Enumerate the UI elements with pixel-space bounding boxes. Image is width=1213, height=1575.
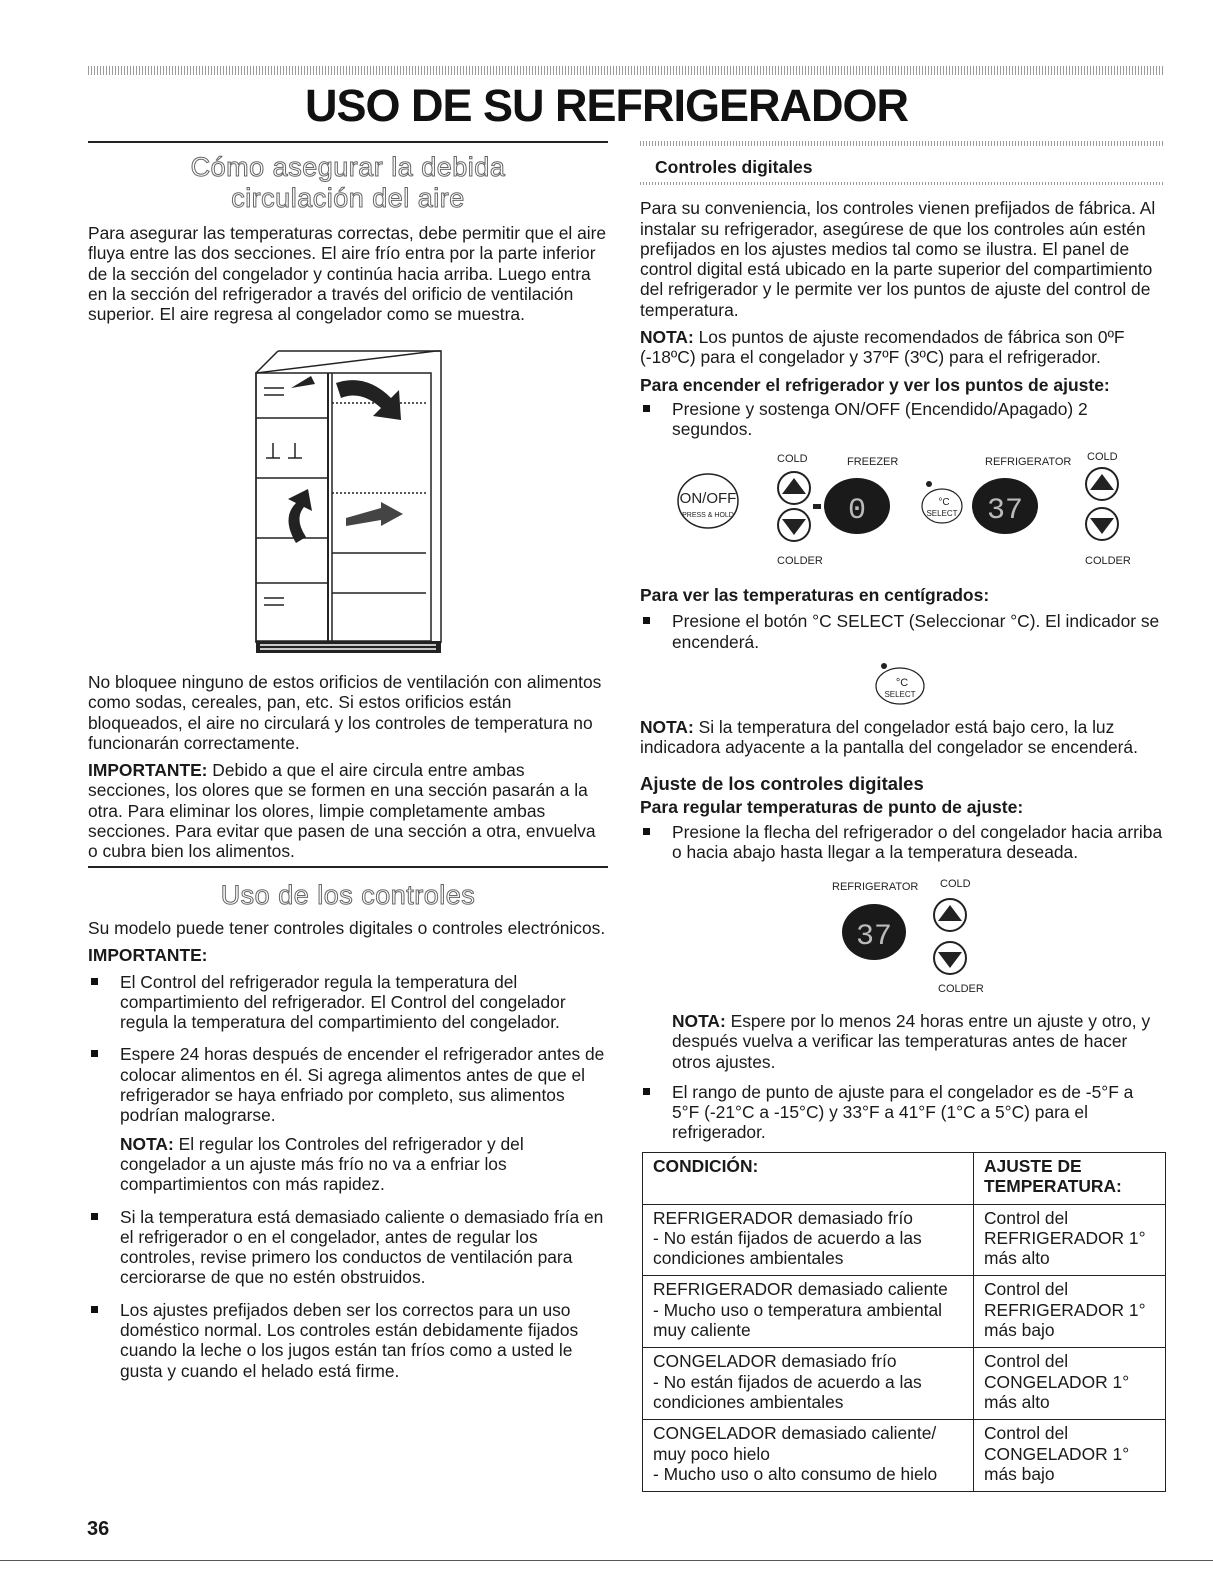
controls-important-label: IMPORTANTE: xyxy=(88,945,208,966)
air-circulation-paragraph: Para asegurar las temperaturas correctas, debe permitir que el aire fluya entre las dos secciones. El aire frío entra por la parte inferior de la sección del congelador y continúa hacia arriba. Luego entra en la sección del refrigerador a través del orificio de ventilación superior. El aire regresa al congelador como se muestra. xyxy=(88,223,607,325)
odor-important-paragraph xyxy=(88,760,608,861)
section-heading-air-circulation: Cómo asegurar la debida circulación del aire xyxy=(190,152,506,213)
right-column xyxy=(640,157,1165,452)
important-label: IMPORTANTE: xyxy=(88,760,208,781)
control-panel-diagram xyxy=(672,446,1132,571)
controls-note: NOTA: El regular los Controles del refrigerador y del congelador a un ajuste más frío no va a enfriar los compartimientos con más rapidez. xyxy=(120,1133,524,1195)
factory-note: NOTA: Los puntos de ajuste recomendados de fábrica son 0ºF (-18ºC) para el congelador y 37ºF (3ºC) para el refrigerador. xyxy=(640,327,1125,368)
table-row: REFRIGERADOR demasiado frío - No están fijados de acuerdo a las condiciones ambientales Control del REFRIGERADOR 1° más alto xyxy=(643,1204,1166,1276)
adjust-list xyxy=(640,822,1165,863)
adjust-heading: Ajuste de los controles digitales xyxy=(640,772,924,794)
svg-text:COLDER: COLDER xyxy=(938,983,984,995)
list-item: Si la temperatura está demasiado caliente o demasiado fría en el refrigerador o en el congelador, antes de regular los controles, revise primero los conductos de ventilación para cerciorarse de que no estén obstruidos. xyxy=(88,1207,608,1288)
list-item: Presione la flecha del refrigerador o del congelador hacia arriba o hacia abajo hasta llegar a la temperatura deseada. xyxy=(640,822,1165,863)
freezer-label: FREEZER xyxy=(847,456,899,468)
freezer-indicator-note: NOTA: Si la temperatura del congelador está bajo cero, la luz indicadora adyacente a la pantalla del congelador se encenderá. xyxy=(640,717,1138,758)
turn-on-list xyxy=(640,399,1165,440)
turn-on-subheading: Para encender el refrigerador y ver los puntos de ajuste: xyxy=(640,374,1110,395)
table-header-adjust: AJUSTE DE TEMPERATURA: xyxy=(974,1153,1166,1205)
digital-controls-paragraph: Para su conveniencia, los controles vienen prefijados de fábrica. Al instalar su refrigerador, asegúrese de que los controles aún estén prefijados en los ajustes medios tal como se ilustra. El panel de control digital está ubicado en la parte superior del compartimiento del refrigerador y le permite ver los puntos de ajuste del control de temperatura. xyxy=(640,198,1156,320)
right-top-hatch xyxy=(640,141,1165,146)
controls-intro-paragraph: Su modelo puede tener controles digitales o controles electrónicos. xyxy=(88,918,606,938)
cold-label: COLD xyxy=(1087,451,1118,463)
colder-label: COLDER xyxy=(1085,555,1131,567)
table-row: CONGELADOR demasiado frío - No están fijados de acuerdo a las condiciones ambientales Control del CONGELADOR 1° más alto xyxy=(643,1348,1166,1420)
svg-text:SELECT: SELECT xyxy=(884,690,916,699)
svg-text:°C: °C xyxy=(938,497,950,508)
table-row: REFRIGERADOR demasiado caliente - Mucho uso o temperatura ambiental muy caliente Control del REFRIGERADOR 1° más bajo xyxy=(643,1276,1166,1348)
celsius-subheading: Para ver las temperaturas en centígrados: xyxy=(640,585,990,605)
fridge-display-value: 37 xyxy=(986,494,1024,528)
right-column-mid xyxy=(640,585,1165,664)
range-list xyxy=(640,1082,1165,1143)
list-item: El rango de punto de ajuste para el congelador es de -5°F a 5°F (-21°C a -15°C) y 33°F a 41°F (1°C a 5°C) para el refrigerador. xyxy=(640,1082,1165,1143)
adjust-subheading: Para regular temperaturas de punto de ajuste: xyxy=(640,796,1024,817)
celsius-list xyxy=(640,611,1165,652)
svg-text:37: 37 xyxy=(855,920,893,954)
list-item: El Control del refrigerador regula la temperatura del compartimiento del refrigerador. El Control del congelador regula la temperatura del compartimiento del congelador. xyxy=(88,972,608,1033)
list-item: Los ajustes prefijados deben ser los correctos para un uso doméstico normal. Los controles están debidamente fijados cuando la leche o los jugos están tan fríos como a usted le gusta y cuando el helado está firme. xyxy=(88,1300,608,1381)
table-header-row xyxy=(643,1153,1166,1205)
right-column-bottom xyxy=(640,1011,1165,1155)
controls-bullet-list-2 xyxy=(88,1207,608,1381)
svg-text:REFRIGERATOR: REFRIGERATOR xyxy=(832,881,919,893)
left-column-lower xyxy=(88,672,608,869)
odor-important-text: Debido a que el aire circula entre ambas secciones, los olores que se formen en una sección pasarán a la otra. Para eliminar los olores, limpie completamente ambas secciones. Para evitar que pasen de una sección a otra, envuelva o cubra bien los alimentos. xyxy=(88,760,596,862)
left-column-controls xyxy=(88,880,608,1393)
svg-text:SELECT: SELECT xyxy=(926,509,958,518)
digital-controls-heading: Controles digitales xyxy=(655,157,813,177)
svg-text:°C: °C xyxy=(895,677,909,689)
airflow-diagram xyxy=(236,343,446,653)
list-item: Espere 24 horas después de encender el refrigerador antes de colocar alimentos en él. Si agrega alimentos antes de que el refrigerador se haya enfriado por completo, sus alimentos podrían malograrse. xyxy=(88,1044,608,1125)
condition-table xyxy=(642,1152,1166,1492)
fridge-control-diagram xyxy=(828,870,988,995)
vent-warning-paragraph: No bloquee ninguno de estos orificios de ventilación con alimentos como sodas, cereales, pan, etc. Si estos orificios están bloqueados, el aire no circulará y los controles de temperatura no funcionarán correctamente. xyxy=(88,672,602,753)
footer-rule xyxy=(0,1560,1213,1561)
cold-label: COLD xyxy=(777,453,808,465)
table-header-condition: CONDICIÓN: xyxy=(643,1153,974,1205)
celsius-select-icon xyxy=(870,658,932,708)
top-hatch-band xyxy=(88,66,1165,75)
presshold-label: PRESS & HOLD xyxy=(682,512,734,519)
colder-label: COLDER xyxy=(777,555,823,567)
page-number: 36 xyxy=(87,1518,110,1540)
freezer-display-value: 0 xyxy=(847,494,867,528)
list-item: Presione y sostenga ON/OFF (Encendido/Apagado) 2 segundos. xyxy=(640,399,1092,440)
svg-text:COLD: COLD xyxy=(940,878,971,890)
refrigerator-label: REFRIGERATOR xyxy=(985,456,1072,468)
list-item: Presione el botón °C SELECT (Seleccionar °C). El indicador se encenderá. xyxy=(640,611,1165,652)
left-top-rule xyxy=(88,141,608,143)
table-row: CONGELADOR demasiado caliente/ muy poco hielo - Mucho uso o alto consumo de hielo Control del CONGELADOR 1° más bajo xyxy=(643,1420,1166,1492)
wait-note: NOTA: Espere por lo menos 24 horas entre un ajuste y otro, y después vuelva a verificar las temperaturas antes de hacer otros ajustes. xyxy=(672,1011,1151,1072)
page-title: USO DE SU REFRIGERADOR xyxy=(304,80,909,131)
controls-bullet-list xyxy=(88,972,608,1126)
right-column-lower xyxy=(640,717,1165,875)
left-column xyxy=(88,152,608,331)
onoff-label: ON/OFF xyxy=(679,490,737,507)
section-heading-controls: Uso de los controles xyxy=(220,880,476,910)
